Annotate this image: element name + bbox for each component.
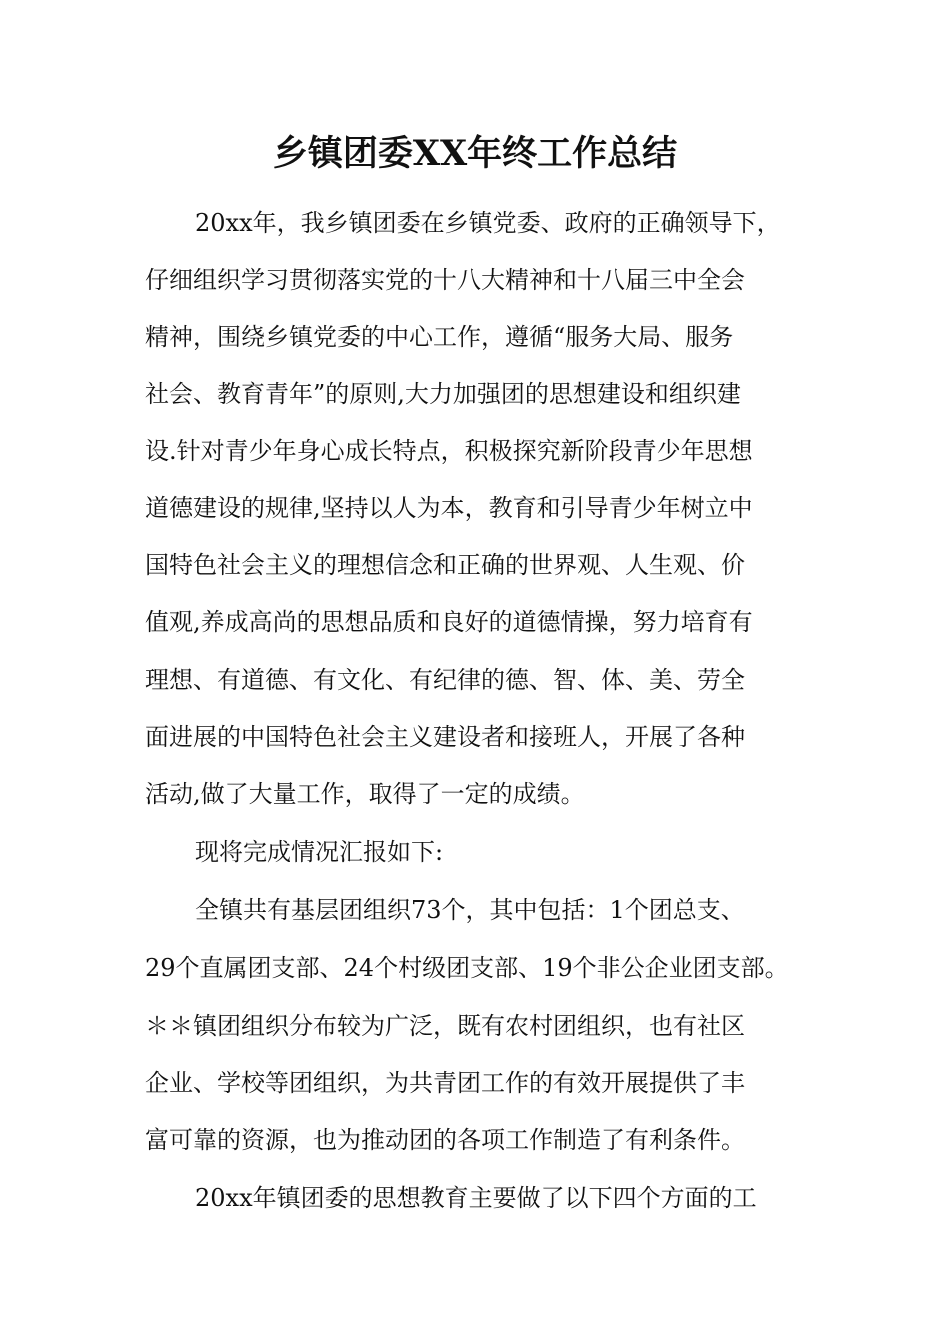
- paragraph-line: ＊＊镇团组织分布较为广泛，既有农村团组织，也有社区: [145, 1012, 745, 1040]
- paragraph-line: 企业、学校等团组织，为共青团工作的有效开展提供了丰: [145, 1069, 745, 1097]
- paragraph-line: 仔细组织学习贯彻落实党的十八大精神和十八届三中全会: [145, 266, 745, 294]
- paragraph-line: 设.针对青少年身心成长特点，积极探究新阶段青少年思想: [145, 437, 753, 465]
- paragraph-line: 活动,做了大量工作，取得了一定的成绩。: [145, 780, 585, 808]
- paragraph-line: 20xx年，我乡镇团委在乡镇党委、政府的正确领导下，: [195, 209, 781, 237]
- paragraph-line: 道德建设的规律,坚持以人为本，教育和引导青少年树立中: [145, 494, 753, 522]
- paragraph-line: 全镇共有基层团组织73个，其中包括：1个团总支、: [195, 896, 745, 924]
- document-title: 乡镇团委XX年终工作总结: [272, 133, 678, 174]
- paragraph-line: 面进展的中国特色社会主义建设者和接班人，开展了各种: [145, 723, 745, 751]
- paragraph-line: 现将完成情况汇报如下:: [195, 838, 444, 866]
- paragraph-line: 20xx年镇团委的思想教育主要做了以下四个方面的工: [195, 1184, 757, 1212]
- paragraph-line: 社会、教育青年”的原则,大力加强团的思想建设和组织建: [145, 380, 741, 408]
- paragraph-line: 理想、有道德、有文化、有纪律的德、智、体、美、劳全: [145, 666, 745, 694]
- paragraph-line: 值观,养成高尚的思想品质和良好的道德情操，努力培育有: [145, 608, 753, 636]
- paragraph-line: 精神，围绕乡镇党委的中心工作，遵循“服务大局、服务: [145, 323, 734, 351]
- paragraph-line: 29个直属团支部、24个村级团支部、19个非公企业团支部。: [145, 954, 789, 982]
- paragraph-line: 国特色社会主义的理想信念和正确的世界观、人生观、价: [145, 551, 745, 579]
- paragraph-line: 富可靠的资源，也为推动团的各项工作制造了有利条件。: [145, 1126, 745, 1154]
